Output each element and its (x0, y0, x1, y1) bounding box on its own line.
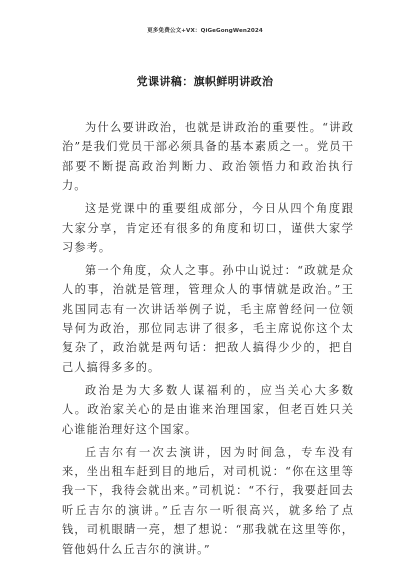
header-note: 更多免费公文+VX：QiGeGongWen2024 (147, 28, 263, 34)
paragraph: 政治是为大多数人谋福利的，应当关心大多数人。政治家关心的是由谁来治理国家，但老百姓只关心谁能治理好这个国家。 (62, 383, 354, 436)
paragraph: 丘吉尔有一次去演讲，因为时间急，专车没有来，坐出租车赶到目的地后，对司机说：“你在这里等我一下，我待会就出来。”司机说：“不行，我要赶回去听丘吉尔的演讲。”丘吉尔一听很高兴，就多给了点钱，司机眼睛一亮，想了想说：“那我就在这里等你，管他妈什么丘吉尔的演讲。” (62, 445, 354, 556)
document-body (62, 118, 354, 562)
paragraph: 这是党课中的重要组成部分，今日从四个角度跟大家分享，肯定还有很多的角度和切口，谨供大家学习参考。 (62, 202, 354, 254)
paragraph: 为什么要讲政治，也就是讲政治的重要性。“讲政治”是我们党员干部必须具备的基本素质之一。党员干部要不断提高政治判断力、政治领悟力和政治执行力。 (62, 121, 354, 193)
paragraph: 第一个角度，众人之事。孙中山说过：“政就是众人的事，治就是管理，管理众人的事情就是政治。”王兆国同志有一次讲话举例子说，毛主席曾经问一位领导何为政治，那位同志讲了很多，毛主席说你这个太复杂了，政治就是两句话：把敌人搞得少少的，把自己人搞得多多的。 (62, 263, 354, 374)
document-title: 党课讲稿：旗帜鲜明讲政治 (136, 75, 274, 88)
